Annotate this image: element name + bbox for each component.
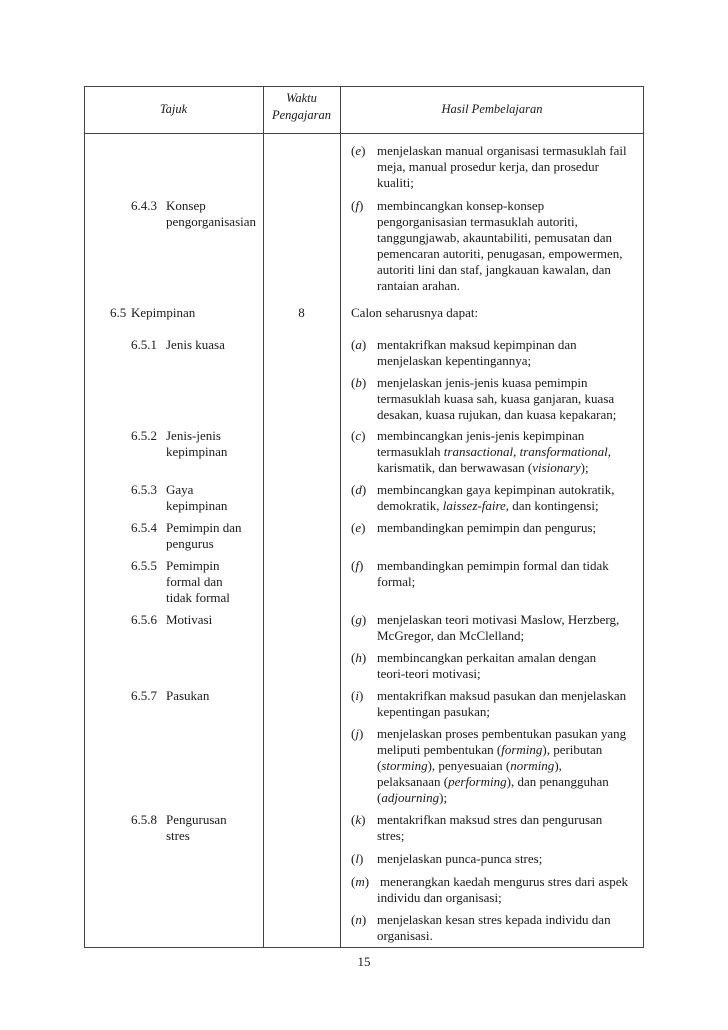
- header-divider: [84, 133, 644, 134]
- outcome-label: (b): [351, 375, 367, 390]
- outcome-text: membandingkan pemimpin formal dan tidak: [377, 558, 609, 573]
- outcome-text: tanggungjawab, akauntabiliti, pemusatan dan: [377, 230, 613, 245]
- outcome-label: (g): [351, 612, 367, 627]
- topic-title: formal dan: [166, 574, 223, 589]
- topic-title: kepimpinan: [166, 498, 228, 513]
- outcome-text: menerangkan kaedah mengurus stres dari aspek: [380, 874, 628, 889]
- outcome-text: menjelaskan kepentingannya;: [377, 353, 532, 368]
- outcome-text: pemencaran autoriti, penugasan, empowermen,: [377, 246, 623, 261]
- outcome-text: individu dan organisasi;: [377, 890, 502, 905]
- outcome-text: demokratik, laissez-faire, dan kontingensi;: [377, 498, 599, 513]
- outcome-text: termasuklah kuasa sah, kuasa ganjaran, kuasa: [377, 391, 615, 406]
- header-hasil-pembelajaran: Hasil Pembelajaran: [441, 102, 543, 116]
- outcome-text: membincangkan konsep-konsep: [377, 198, 545, 213]
- outcome-text: (adjourning);: [377, 790, 448, 805]
- topic-number: 6.5.6: [131, 612, 157, 627]
- outcome-text: menjelaskan kesan stres kepada individu dan: [377, 912, 611, 927]
- topic-number: 6.5.3: [131, 482, 157, 497]
- outcome-label: (j): [351, 726, 364, 741]
- outcome-text: menjelaskan proses pembentukan pasukan yang: [377, 726, 627, 741]
- outcome-text: kepentingan pasukan;: [377, 704, 490, 719]
- outcome-label: (c): [351, 428, 366, 443]
- outcome-text: mentakrifkan maksud kepimpinan dan: [377, 337, 577, 352]
- topic-number: 6.5: [110, 305, 127, 320]
- topic-number: 6.5.2: [131, 428, 157, 443]
- outcome-text: menjelaskan manual organisasi termasuklah fail: [377, 143, 627, 158]
- outcome-label: (f): [351, 558, 364, 573]
- outcome-text: formal;: [377, 574, 416, 589]
- topic-title: Pasukan: [166, 688, 210, 703]
- topic-title: Kepimpinan: [131, 305, 196, 320]
- topic-number: 6.5.1: [131, 337, 157, 352]
- topic-title: Jenis-jenis: [166, 428, 221, 443]
- outcome-label: (d): [351, 482, 367, 497]
- topic-title: Jenis kuasa: [166, 337, 225, 352]
- topic-number: 6.4.3: [131, 198, 157, 213]
- topic-title: tidak formal: [166, 590, 230, 605]
- outcome-text: menjelaskan punca-punca stres;: [377, 851, 543, 866]
- column-divider-1: [263, 86, 264, 948]
- outcome-label: (h): [351, 650, 367, 665]
- outcome-text: desakan, kuasa rujukan, dan kuasa kepakaran;: [377, 407, 617, 422]
- outcome-text: stres;: [377, 828, 405, 843]
- outcome-text: kualiti;: [377, 175, 414, 190]
- outcomes-intro: Calon seharusnya dapat:: [351, 305, 479, 320]
- header-tajuk: Tajuk: [159, 102, 188, 116]
- outcome-text: mentakrifkan maksud stres dan pengurusan: [377, 812, 603, 827]
- topic-title: Pemimpin: [166, 558, 220, 573]
- outcome-text: organisasi.: [377, 928, 433, 943]
- outcome-label: (l): [351, 851, 364, 866]
- outcome-text: membincangkan gaya kepimpinan autokratik,: [377, 482, 615, 497]
- outcome-text: pelaksanaan (performing), dan penangguhan: [377, 774, 609, 789]
- topic-title: stres: [166, 828, 190, 843]
- outcome-text: McGregor, dan McClelland;: [377, 628, 525, 643]
- outcome-text: mentakrifkan maksud pasukan dan menjelaskan: [377, 688, 627, 703]
- page-number: 15: [357, 954, 371, 969]
- outcome-label: (m): [351, 874, 370, 889]
- header-pengajaran: Pengajaran: [271, 108, 332, 122]
- outcome-label: (e): [351, 520, 366, 535]
- outcome-label: (a): [351, 337, 367, 352]
- outcome-label: (n): [351, 912, 367, 927]
- outcome-text: membincangkan jenis-jenis kepimpinan: [377, 428, 585, 443]
- outcome-text: rantaian arahan.: [377, 278, 461, 293]
- topic-title: Pemimpin dan: [166, 520, 242, 535]
- topic-number: 6.5.7: [131, 688, 157, 703]
- outcome-text: termasuklah transactional, transformational,: [377, 444, 612, 459]
- column-divider-2: [340, 86, 341, 948]
- outcome-label: (f): [351, 198, 364, 213]
- topic-title: Konsep: [166, 198, 206, 213]
- topic-number: 6.5.4: [131, 520, 157, 535]
- outcome-text: meliputi pembentukan (forming), peributan: [377, 742, 603, 757]
- topic-number: 6.5.8: [131, 812, 157, 827]
- teaching-hours: 8: [298, 305, 305, 320]
- outcome-text: autoriti lini dan staf, jangkauan kawalan, dan: [377, 262, 611, 277]
- topic-title: Gaya: [166, 482, 194, 497]
- outcome-text: karismatik, dan berwawasan (visionary);: [377, 460, 589, 475]
- topic-number: 6.5.5: [131, 558, 157, 573]
- outcome-text: teori-teori motivasi;: [377, 666, 481, 681]
- outcome-label: (i): [351, 688, 364, 703]
- topic-title: Motivasi: [166, 612, 213, 627]
- outcome-text: menjelaskan teori motivasi Maslow, Herzberg,: [377, 612, 620, 627]
- topic-title: kepimpinan: [166, 444, 228, 459]
- outcome-text: meja, manual prosedur kerja, dan prosedur: [377, 159, 600, 174]
- outcome-text: (storming), penyesuaian (norming),: [377, 758, 562, 773]
- outcome-text: menjelaskan jenis-jenis kuasa pemimpin: [377, 375, 588, 390]
- header-waktu: Waktu: [286, 91, 317, 105]
- topic-title: pengorganisasian: [166, 214, 257, 229]
- outcome-text: membandingkan pemimpin dan pengurus;: [377, 520, 597, 535]
- outcome-label: (e): [351, 143, 366, 158]
- topic-title: pengurus: [166, 536, 214, 551]
- outcome-text: membincangkan perkaitan amalan dengan: [377, 650, 597, 665]
- outcome-text: pengorganisasian termasuklah autoriti,: [377, 214, 578, 229]
- topic-title: Pengurusan: [166, 812, 227, 827]
- outcome-label: (k): [351, 812, 366, 827]
